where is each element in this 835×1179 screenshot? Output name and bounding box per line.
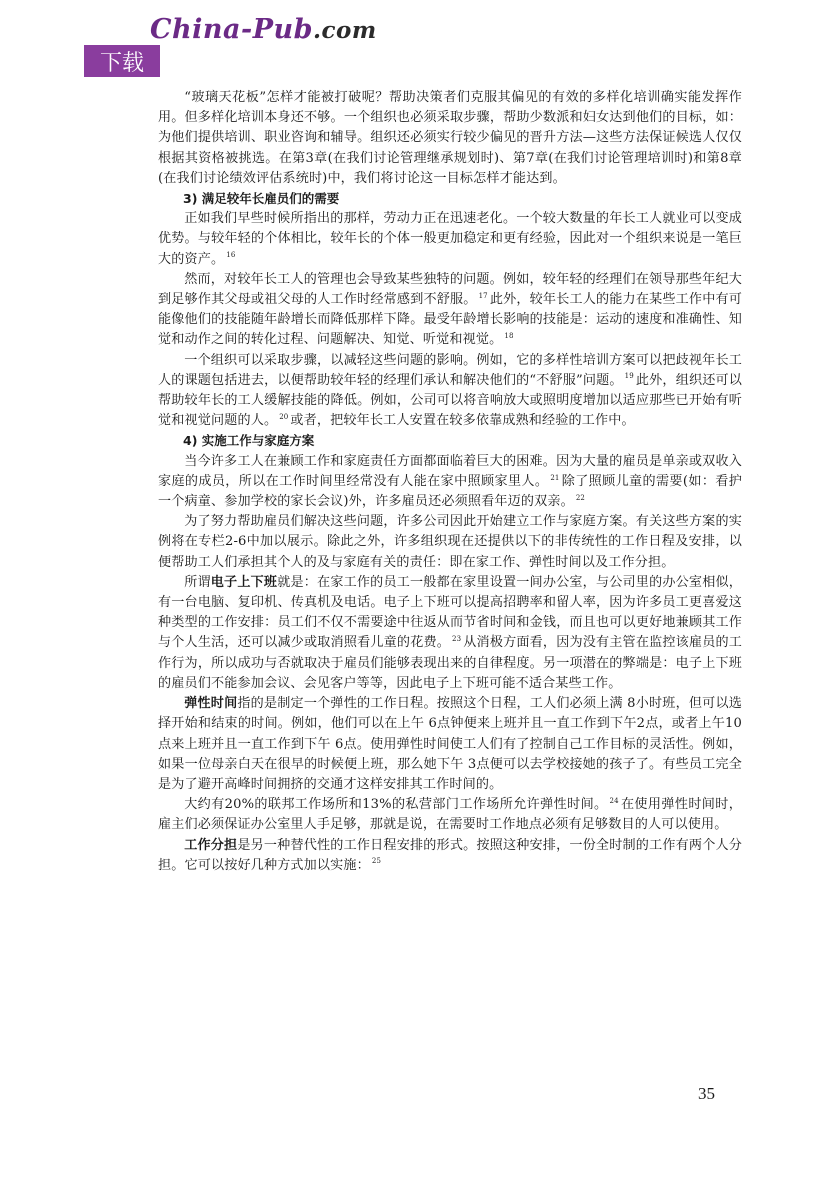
term-telecommuting: 电子上下班 xyxy=(210,574,278,590)
footnote-ref: 17 xyxy=(478,291,488,300)
china-pub-logo: China-Pub.com xyxy=(150,14,377,45)
footnote-ref: 19 xyxy=(624,372,634,381)
page-body xyxy=(158,88,742,876)
paragraph-flextime: 弹性时间指的是制定一个弹性的工作日程。按照这个日程，工人们必须上满 8小时班，但可以选择开始和结束的时间。例如，他们可以在上午 6点钟便来上班并且一直工作到下午2点，或者上午10点来上班并且一直工作到下午 6点。使用弹性时间使工人们有了控制自己工作目标的灵活性。例如，如果一位母亲白天在很早的时候便上班，那么她下午 3点便可以去学校接她的孩子了。有些员工完全是为了避开高峰时间拥挤的交通才这样安排其工作时间的。 xyxy=(158,696,742,792)
china-pub-watermark xyxy=(84,14,384,76)
footnote-ref: 24 xyxy=(609,796,619,805)
footnote-ref: 22 xyxy=(575,493,586,502)
footnote-ref: 20 xyxy=(279,412,289,421)
footnote-ref: 21 xyxy=(550,473,560,482)
download-tab: 下载 xyxy=(84,45,160,77)
paragraph-work-family-programs: 为了努力帮助雇员们解决这些问题，许多公司因此开始建立工作与家庭方案。有关这些方案的实例将在专栏2-6中加以展示。除此之外，许多组织现在还提供以下的非传统性的工作日程及安排，以便帮助工人们承担其个人的及与家庭有关的责任：即在家工作、弹性时间以及工作分担。 xyxy=(158,514,742,570)
term-job-sharing: 工作分担 xyxy=(184,837,238,853)
page-number: 35 xyxy=(698,1084,715,1103)
footnote-ref: 16 xyxy=(226,251,236,260)
paragraph-mitigation-steps: 一个组织可以采取步骤，以减轻这些问题的影响。例如，它的多样性培训方案可以把歧视年长工人的课题包括进去，以便帮助较年轻的经理们承认和解决他们的“不舒服”问题。 $^{19}$ 此外，组织还可以帮助较年长的工人缓解技能的降低。例如，公司可以将音响放大或照明度增加以适应那些已开始有听觉和视觉问题的人。 $^{20}$ 或者，把较年长工人安置在较多依靠成熟和经验的工作中。 xyxy=(158,352,742,429)
section-heading-older-employees: 3) 满足较年长雇员们的需要 xyxy=(183,191,340,207)
footnote-ref: 25 xyxy=(371,857,382,866)
paragraph-work-family-difficulties: 当今许多工人在兼顾工作和家庭责任方面都面临着巨大的困难。因为大量的雇员是单亲或双收入家庭的成员，所以在工作时间里经常没有人能在家中照顾家里人。 $^{21}$ 除了照顾儿童的需要(如：看护一个病童、参加学校的家长会议)外，许多雇员还必须照看年迈的双亲。 $^{22}$ xyxy=(158,453,742,510)
paragraph-telecommuting: 所谓电子上下班就是：在家工作的员工一般都在家里设置一间办公室，与公司里的办公室相似，有一台电脑、复印机、传真机及电话。电子上下班可以提高招聘率和留人率，因为许多员工更喜爱这种类型的工作安排：员工们不仅不需要途中往返从而节省时间和金钱，而且也可以更好地兼顾其工作与个人生活，还可以减少或取消照看儿童的花费。 $^{23}$ 从消极方面看，因为没有主管在监控该雇员的工作行为，所以成功与否就取决于雇员们能够表现出来的自律程度。另一项潜在的弊端是：电子上下班的雇员们不能参加会议、会见客户等等，因此电子上下班可能不适合某些工作。 xyxy=(158,574,743,691)
footnote-ref: 23 xyxy=(452,635,462,644)
section-heading-work-family: 4) 实施工作与家庭方案 xyxy=(183,433,315,449)
term-flextime: 弹性时间 xyxy=(184,696,238,712)
footnote-ref: 18 xyxy=(504,332,514,341)
paragraph-aging-workforce: 正如我们早些时候所指出的那样，劳动力正在迅速老化。一个较大数量的年长工人就业可以变成优势。与较年轻的个体相比，较年长的个体一般更加稳定和更有经验，因此对一个组织来说是一笔巨大的资产。 $^{16}$ xyxy=(158,211,742,267)
paragraph-glass-ceiling: “玻璃天花板”怎样才能被打破呢？帮助决策者们克服其偏见的有效的多样化培训确实能发挥作用。但多样化培训本身还不够。一个组织也必须采取步骤，帮助少数派和妇女达到他们的目标，如：为他们提供培训、职业咨询和辅导。组织还必须实行较少偏见的晋升方法—这些方法保证候选人仅仅根据其资格被挑选。在第3章(在我们讨论管理继承规划时)、第7章(在我们讨论管理培训时)和第8章(在我们讨论绩效评估系统时)中，我们将讨论这一目标怎样才能达到。 xyxy=(158,90,742,186)
paragraph-older-worker-issues: 然而，对较年长工人的管理也会导致某些独特的问题。例如，较年轻的经理们在领导那些年纪大到足够作其父母或祖父母的人工作时经常感到不舒服。 $^{17}$ 此外，较年长工人的能力在某些工作中有可能像他们的技能随年龄增长而降低那样下降。最受年龄增长影响的技能是：运动的速度和准确性、知觉和动作之间的转化过程、问题解决、知觉、听觉和视觉。 $^{18}$ xyxy=(158,271,742,348)
paragraph-flextime-statistics: 大约有20%的联邦工作场所和13%的私营部门工作场所允许弹性时间。 $^{24}$ 在使用弹性时间时，雇主们必须保证办公室里人手足够，那就是说，在需要时工作地点必须有足够数目的人可以使用。 xyxy=(158,796,742,833)
paragraph-job-sharing: 工作分担是另一种替代性的工作日程安排的形式。按照这种安排，一份全时制的工作有两个人分担。它可以按好几种方式加以实施： $^{25}$ xyxy=(158,837,742,873)
